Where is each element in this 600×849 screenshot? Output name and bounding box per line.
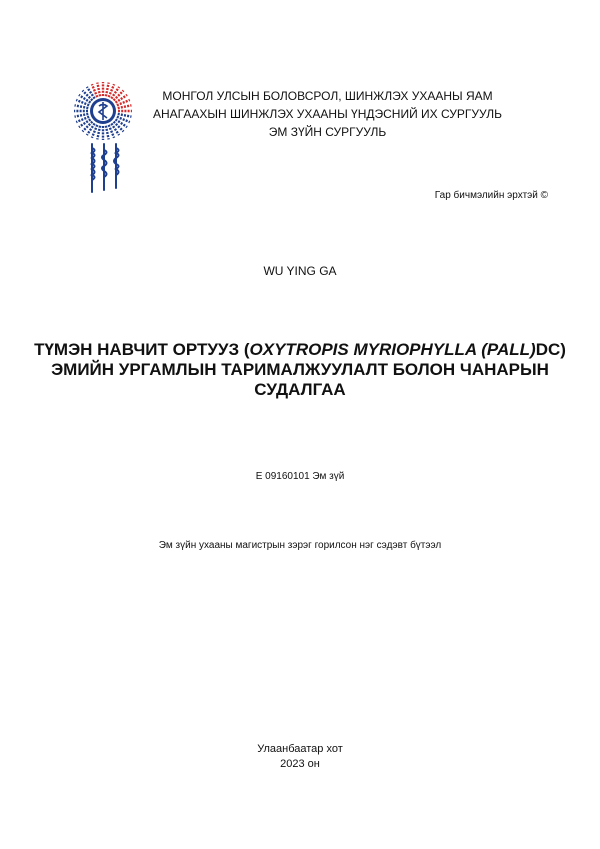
place: Улаанбаатар хот: [257, 743, 343, 755]
title-line-2: ЭМИЙН УРГАМЛЫН ТАРИМАЛЖУУЛАЛТ БОЛОН ЧАНАРЫН: [51, 360, 549, 379]
school-name: ЭМ ЗҮЙН СУРГУУЛЬ: [268, 125, 387, 139]
thesis-note: Эм зүйн ухааны магистрын зэрэг горилсон нэг сэдэвт бүтээл: [158, 540, 442, 551]
place-and-year: [0, 742, 600, 772]
title-line-1-prefix: ТҮМЭН НАВЧИТ ОРТУУЗ (: [34, 340, 250, 359]
logo-ray: [97, 126, 100, 140]
logo-ray: [111, 87, 119, 99]
logo-ray: [87, 87, 95, 99]
mongolian-script-emblem: [80, 140, 128, 196]
specialty-code: E 09160101 Эм зүй: [255, 471, 345, 482]
author-name: WU YING GA: [263, 264, 337, 278]
year: 2023 он: [280, 758, 320, 770]
title-line-3: СУДАЛГАА: [254, 380, 346, 399]
logo-ray: [87, 123, 95, 135]
title-line-1: [30, 340, 570, 360]
copyright-notice: Гар бичмэлийн эрхтэй ©: [434, 190, 548, 201]
logo-ray: [106, 126, 109, 140]
logo-ray: [97, 83, 100, 97]
logo-ray: [79, 95, 91, 103]
logo-ray: [106, 83, 109, 97]
thesis-title: [30, 340, 570, 400]
institution-header: [120, 87, 535, 141]
logo-ray: [79, 119, 91, 127]
ministry-name: МОНГОЛ УЛСЫН БОЛОВСРОЛ, ШИНЖЛЭХ УХААНЫ ЯАМ: [162, 89, 493, 103]
logo-ray: [75, 105, 89, 108]
logo-ray: [111, 123, 119, 135]
title-line-1-suffix: DC): [535, 340, 566, 359]
latin-species-name: OXYTROPIS MYRIOPHYLLA (PALL): [249, 340, 536, 359]
university-name: АНАГААХЫН ШИНЖЛЭХ УХААНЫ ҮНДЭСНИЙ ИХ СУРГУУЛЬ: [152, 107, 503, 121]
logo-ray: [75, 114, 89, 117]
